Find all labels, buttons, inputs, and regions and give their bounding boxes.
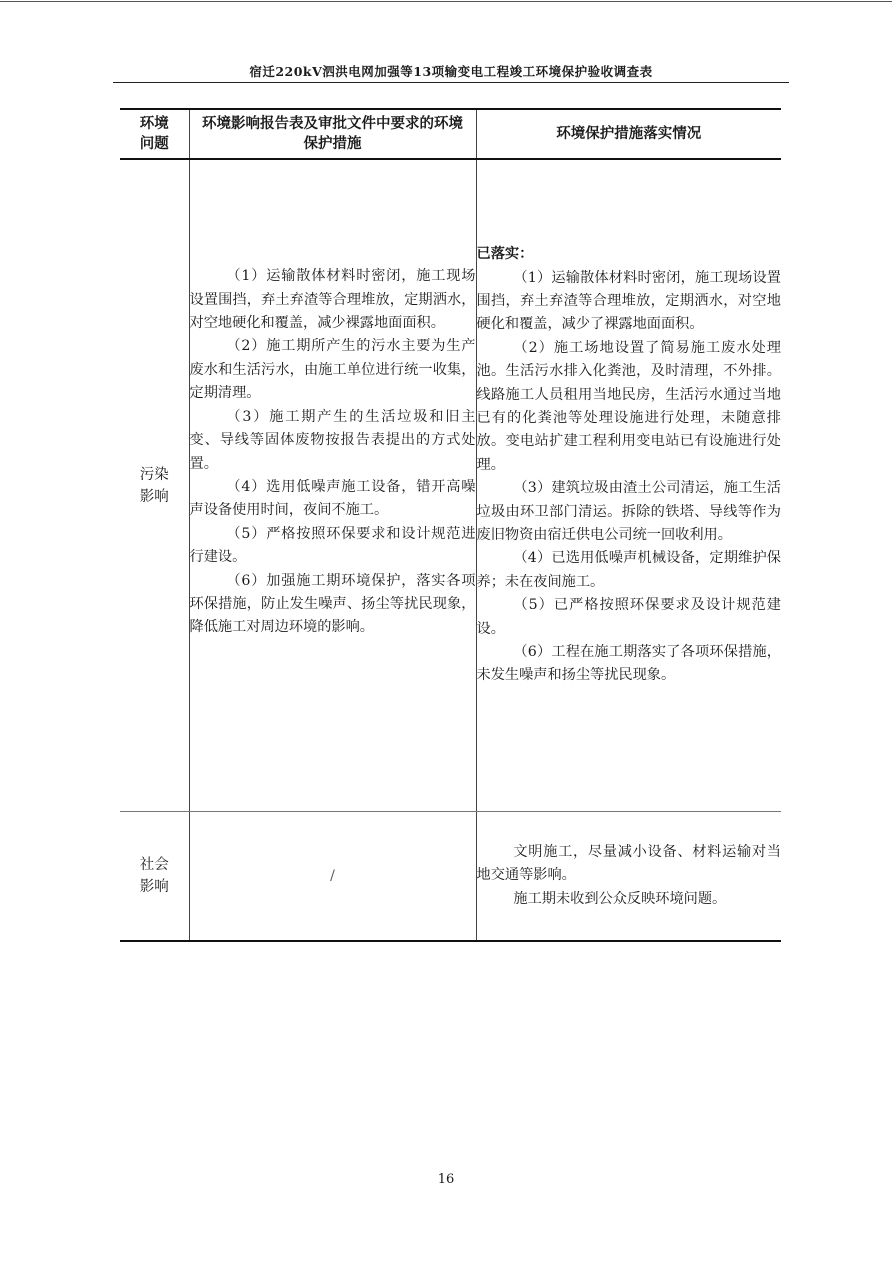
document-header: 宿迁220kV泗洪电网加强等13项输变电工程竣工环境保护验收调查表	[249, 64, 653, 79]
status-label: 已落实：	[476, 246, 534, 263]
requirement-item: （1）运输散体材料时密闭，施工现场设置围挡，弃土弃渣等合理堆放，定期洒水，对空地硬化和覆盖，减少裸露地面面积。	[189, 268, 476, 332]
implementation-social	[476, 812, 781, 942]
issue-social	[120, 812, 189, 942]
implementation-item: （3）建筑垃圾由渣土公司清运，施工生活垃圾由环卫部门清运。拆除的铁塔、导线等作为废旧物资由宿迁供电公司统一回收利用。	[476, 480, 781, 544]
issue-pollution-text: 污染影响	[139, 466, 169, 505]
table-header-row	[120, 109, 781, 159]
table-row-pollution	[120, 159, 781, 812]
implementation-pollution	[476, 159, 781, 812]
requirement-item: （4）选用低噪声施工设备，错开高噪声设备使用时间，夜间不施工。	[189, 478, 476, 519]
measures-table	[120, 108, 781, 942]
header-rule	[113, 82, 789, 83]
implementation-item: （4）已选用低噪声机械设备，定期维护保养；未在夜间施工。	[476, 550, 781, 590]
requirement-item: （6）加强施工期环境保护，落实各项环保措施，防止发生噪声、扬尘等扰民现象，降低施工对周边环境的影响。	[189, 572, 476, 636]
required-measures-pollution	[189, 159, 476, 812]
implementation-item: 施工期未收到公众反映环境问题。	[513, 890, 727, 907]
page-number: 16	[437, 1172, 455, 1187]
header-required-measures-text: 环境影响报告表及审批文件中要求的环境保护措施	[202, 115, 463, 152]
table-row-social	[120, 812, 781, 942]
requirement-item: （2）施工期所产生的污水主要为生产废水和生活污水，由施工单位进行统一收集，定期清理。	[189, 338, 476, 402]
header-env-issue	[120, 109, 189, 159]
requirement-item: （3）施工期产生的生活垃圾和旧主变、导线等固体废物按报告表提出的方式处置。	[189, 408, 476, 472]
implementation-item: （5）已严格按照环保要求及设计规范建设。	[476, 597, 781, 637]
header-required-measures	[189, 109, 476, 159]
required-measures-social: /	[189, 812, 476, 942]
implementation-item: 文明施工，尽量减小设备、材料运输对当地交通等影响。	[476, 843, 781, 884]
issue-social-text: 社会影响	[139, 857, 169, 895]
implementation-item: （2）施工场地设置了简易施工废水处理池。生活污水排入化粪池，及时清理，不外排。线路施工人员租用当地民房，生活污水通过当地已有的化粪池等处理设施进行处理，未随意排放。变电站扩建工程利用变电站已有设施进行处理。	[476, 339, 781, 473]
implementation-item: （6）工程在施工期落实了各项环保措施，未发生噪声和扬尘等扰民现象。	[476, 644, 781, 684]
issue-pollution	[120, 159, 189, 812]
page-top-border	[0, 1, 892, 2]
implementation-item: （1）运输散体材料时密闭，施工现场设置围挡，弃土弃渣等合理堆放，定期洒水，对空地硬化和覆盖，减少了裸露地面面积。	[476, 269, 781, 333]
header-implementation: 环境保护措施落实情况	[476, 109, 781, 159]
requirement-item: （5）严格按照环保要求和设计规范进行建设。	[189, 525, 476, 566]
header-env-issue-text: 环境问题	[139, 115, 169, 152]
